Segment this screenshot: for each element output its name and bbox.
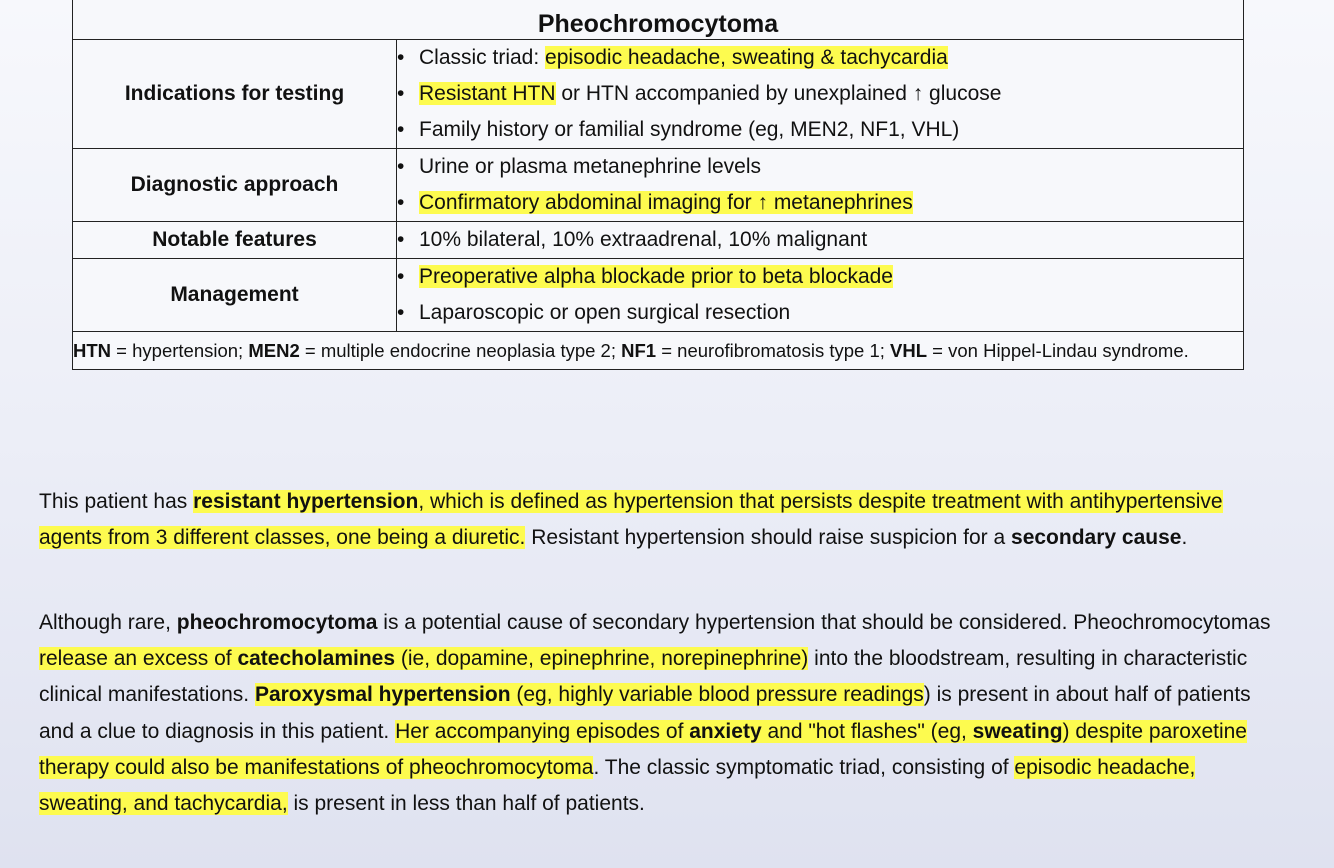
list-item: • Family history or familial syndrome (eg, MEN2, NF1, VHL) bbox=[397, 112, 1243, 148]
table-footnote: HTN = hypertension; MEN2 = multiple endocrine neoplasia type 2; NF1 = neurofibromatosis type 1; VHL = von Hippel-Lindau syndrome. bbox=[73, 332, 1244, 370]
list-item: • Classic triad: episodic headache, sweating & tachycardia bbox=[397, 40, 1243, 76]
row-label-features: Notable features bbox=[73, 222, 397, 259]
row-label-indications: Indications for testing bbox=[73, 40, 397, 149]
row-content-features bbox=[397, 222, 1244, 259]
table-row bbox=[73, 222, 1244, 259]
table-row bbox=[73, 259, 1244, 332]
pheochromocytoma-table bbox=[72, 0, 1244, 370]
list-item: • Laparoscopic or open surgical resection bbox=[397, 295, 1243, 331]
row-content-indications bbox=[397, 40, 1244, 149]
table-row bbox=[73, 40, 1244, 149]
list-item: • 10% bilateral, 10% extraadrenal, 10% malignant bbox=[397, 222, 1243, 258]
row-content-management bbox=[397, 259, 1244, 332]
list-item: • Confirmatory abdominal imaging for ↑ metanephrines bbox=[397, 185, 1243, 221]
explanation-paragraph-2: Although rare, pheochromocytoma is a potential cause of secondary hypertension that should be considered. Pheochromocytomas release an excess of catecholamines (ie, dopamine, epinephrine, norepinephrine) into the bloodstream, resulting in characteristic clinical manifestations. Paroxysmal hypertension (eg, highly variable blood pressure readings) is present in about half of patients and a clue to diagnosis in this patient. Her accompanying episodes of anxiety and "hot flashes" (eg, sweating) despite paroxetine therapy could also be manifestations of pheochromocytoma. The classic symptomatic triad, consisting of episodic headache, sweating, and tachycardia, is present in less than half of patients. bbox=[39, 611, 1271, 816]
table-title: Pheochromocytoma bbox=[73, 0, 1244, 40]
explanation-paragraph-1: This patient has resistant hypertension, which is defined as hypertension that persists despite treatment with antihypertensive agents from 3 different classes, one being a diuretic. Resistant hypertension should raise suspicion for a secondary cause. bbox=[39, 490, 1223, 550]
list-item: • Preoperative alpha blockade prior to beta blockade bbox=[397, 259, 1243, 295]
list-item: • Resistant HTN or HTN accompanied by unexplained ↑ glucose bbox=[397, 76, 1243, 112]
row-label-diagnostic: Diagnostic approach bbox=[73, 149, 397, 222]
list-item: • Urine or plasma metanephrine levels bbox=[397, 149, 1243, 185]
row-label-management: Management bbox=[73, 259, 397, 332]
row-content-diagnostic bbox=[397, 149, 1244, 222]
table-row bbox=[73, 149, 1244, 222]
